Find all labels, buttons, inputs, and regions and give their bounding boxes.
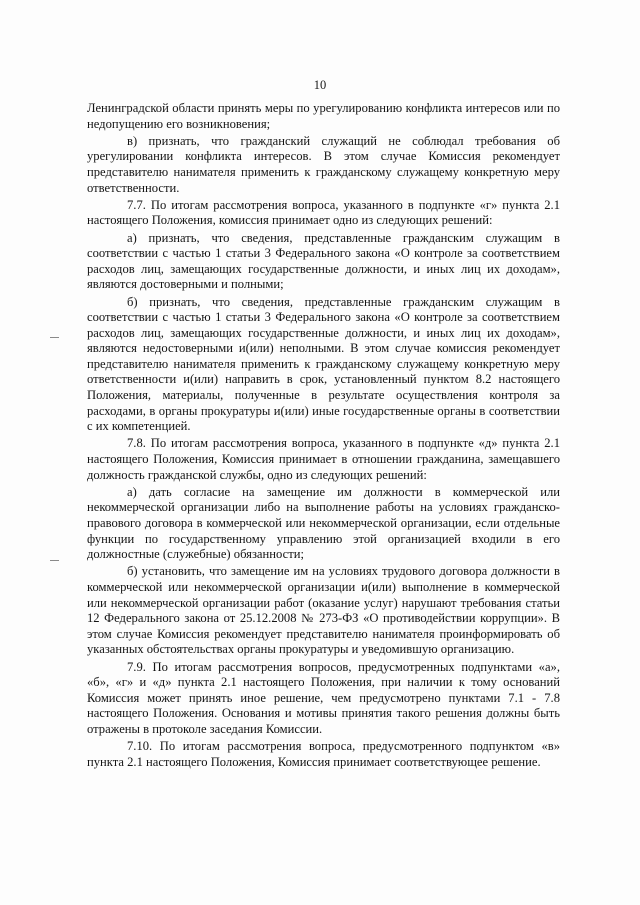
paragraph: 7.8. По итогам рассмотрения вопроса, указанного в подпункте «д» пункта 2.1 настоящего Положения, Комиссия принимает в отношении гражданина, замещавшего должность гражданской службы, одно из следующих решений: xyxy=(87,436,560,482)
paragraph: б) установить, что замещение им на условиях трудового договора должности в коммерческой или некоммерческой организации и(или) выполнение в коммерческой или некоммерческой организации работ (оказание услуг) нарушают требования статьи 12 Федерального закона от 25.12.2008 № 273-ФЗ «О противодействии коррупции». В этом случае Комиссия рекомендует представителю нанимателя проинформировать об указанных обстоятельствах органы прокуратуры и уведомившую организацию. xyxy=(87,564,560,657)
paragraph: 7.10. По итогам рассмотрения вопроса, предусмотренного подпунктом «в» пункта 2.1 настоящего Положения, Комиссия принимает соответствующее решение. xyxy=(87,739,560,769)
margin-mark xyxy=(50,337,59,338)
page-number: 10 xyxy=(313,78,327,92)
paragraph: в) признать, что гражданский служащий не соблюдал требования об урегулировании конфликта интересов. В этом случае Комиссия рекомендует представителю нанимателя применить к гражданскому служащему конкретную меру ответственности. xyxy=(87,133,560,195)
paragraph: а) признать, что сведения, представленные гражданским служащим в соответствии с частью 1 статьи 3 Федерального закона «О контроле за соответствием расходов лиц, замещающих государственные должности, и иных лиц их доходам», являются достоверными и полными; xyxy=(87,230,560,292)
margin-mark xyxy=(50,560,59,561)
document-body xyxy=(87,101,560,772)
paragraph: 7.9. По итогам рассмотрения вопросов, предусмотренных подпунктами «а», «б», «г» и «д» пункта 2.1 настоящего Положения, при наличии к тому оснований Комиссия может принять иное решение, чем предусмотрено пунктами 7.1 - 7.8 настоящего Положения. Основания и мотивы принятия такого решения должны быть отражены в протоколе заседания Комиссии. xyxy=(87,659,560,736)
paragraph: 7.7. По итогам рассмотрения вопроса, указанного в подпункте «г» пункта 2.1 настоящего Положения, комиссия принимает одно из следующих решений: xyxy=(87,197,560,228)
paragraph: а) дать согласие на замещение им должности в коммерческой или некоммерческой организации либо на выполнение работы на условиях гражданско-правового договора в коммерческой или некоммерческой организации, если отдельные функции по государственному управлению этой организацией входили в его должностные (служебные) обязанности; xyxy=(87,484,560,562)
paragraph: Ленинградской области принять меры по урегулированию конфликта интересов или по недопущению его возникновения; xyxy=(87,101,560,131)
paragraph: б) признать, что сведения, представленные гражданским служащим в соответствии с частью 1 статьи 3 Федерального закона «О контроле за соответствием расходов лиц, замещающих государственные должности, и иных лиц их доходам», являются недостоверными и(или) неполными. В этом случае комиссия рекомендует представителю нанимателя применить к гражданскому служащему конкретную меру ответственности и(или) направить в срок, установленный пунктом 8.2 настоящего Положения, материалы, полученные в результате осуществления контроля за расходами, в органы прокуратуры и(или) иные государственные органы в соответствии с их компетенцией. xyxy=(87,294,560,434)
